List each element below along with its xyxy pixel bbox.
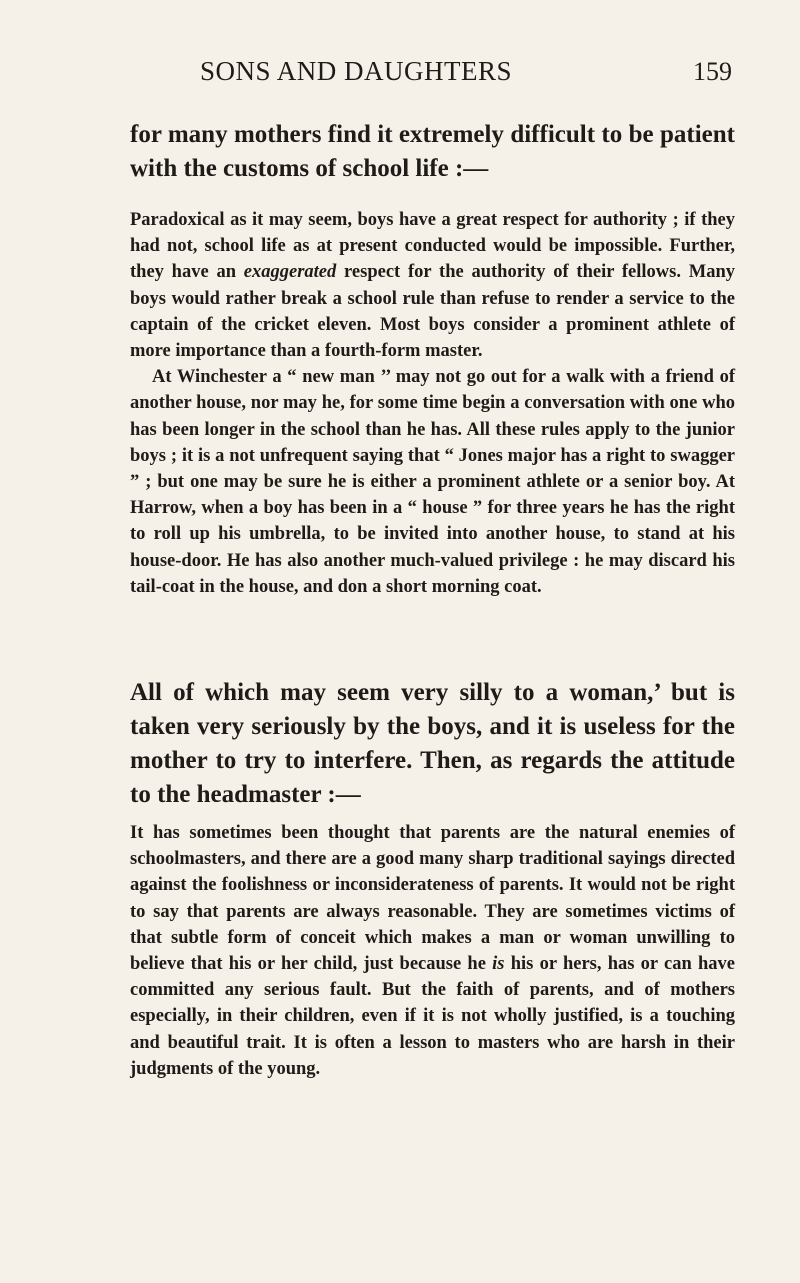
- quote-text: respect for the authority of their fellows. Many boys would rather break a school rule than refuse to render a service to the captain of the cricket eleven. Most boys consider a prominent athlete of more importance than a fourth-form master.: [130, 262, 735, 362]
- quote-text: Paradoxical as it may seem, boys have a great respect for authority ; if they had not, school life as at present conducted would be impossible. Further, they have an: [130, 210, 735, 283]
- running-head: [200, 56, 732, 90]
- quoted-passage-customs: [130, 207, 735, 600]
- quote-paragraph-winchester: At Winchester a “ new man ’’ may not go out for a walk with a friend of another house, nor may he, for some time begin a conversation with one who has been longer in the school than he has. All these rules apply to the junior boys ; it is a not unfrequent saying that “ Jones major has a right to swagger ” ; but one may be sure he is either a prominent athlete or a senior boy. At Harrow, when a boy has been in a “ house ” for three years he has the right to roll up his umbrella, to be invited into another house, to stand at his house-door. He has also another much-valued privilege : he may discard his tail-coat in the house, and don a short morning coat.: [130, 367, 735, 597]
- intro-paragraph: for many mothers find it extremely difficult to be patient with the customs of school life :—: [130, 121, 735, 182]
- page-number: 159: [693, 57, 732, 86]
- quote-paragraph-parents: [130, 820, 735, 1082]
- emphasis-text: is: [492, 954, 505, 975]
- running-head-title: SONS AND DAUGHTERS: [200, 56, 513, 86]
- quote-text: It has sometimes been thought that parents are the natural enemies of schoolmasters, and there are a good many sharp traditional sayings directed against the foolishness or inconsiderateness of parents. It would not be right to say that parents are always reasonable. They are sometimes victims of that subtle form of conceit which makes a man or woman unwilling to believe that his or her child, just because he: [130, 823, 735, 975]
- emphasis-text: exaggerated: [243, 262, 337, 283]
- quote-text: his or hers, has or can have committed any serious fault. But the faith of parents, and of mothers especially, in their children, even if it is not wholly justified, is a touching and beautiful trait. It is often a lesson to masters who are harsh in their judgments of the young.: [130, 954, 735, 1079]
- quoted-passage-parents: [130, 820, 735, 1082]
- quote-paragraph-authority: [130, 207, 735, 364]
- middle-paragraph: All of which may seem very silly to a woman,’ but is taken very seriously by the boys, and it is useless for the mother to try to interfere. Then, as regards the attitude to the headmaster :—: [130, 679, 735, 808]
